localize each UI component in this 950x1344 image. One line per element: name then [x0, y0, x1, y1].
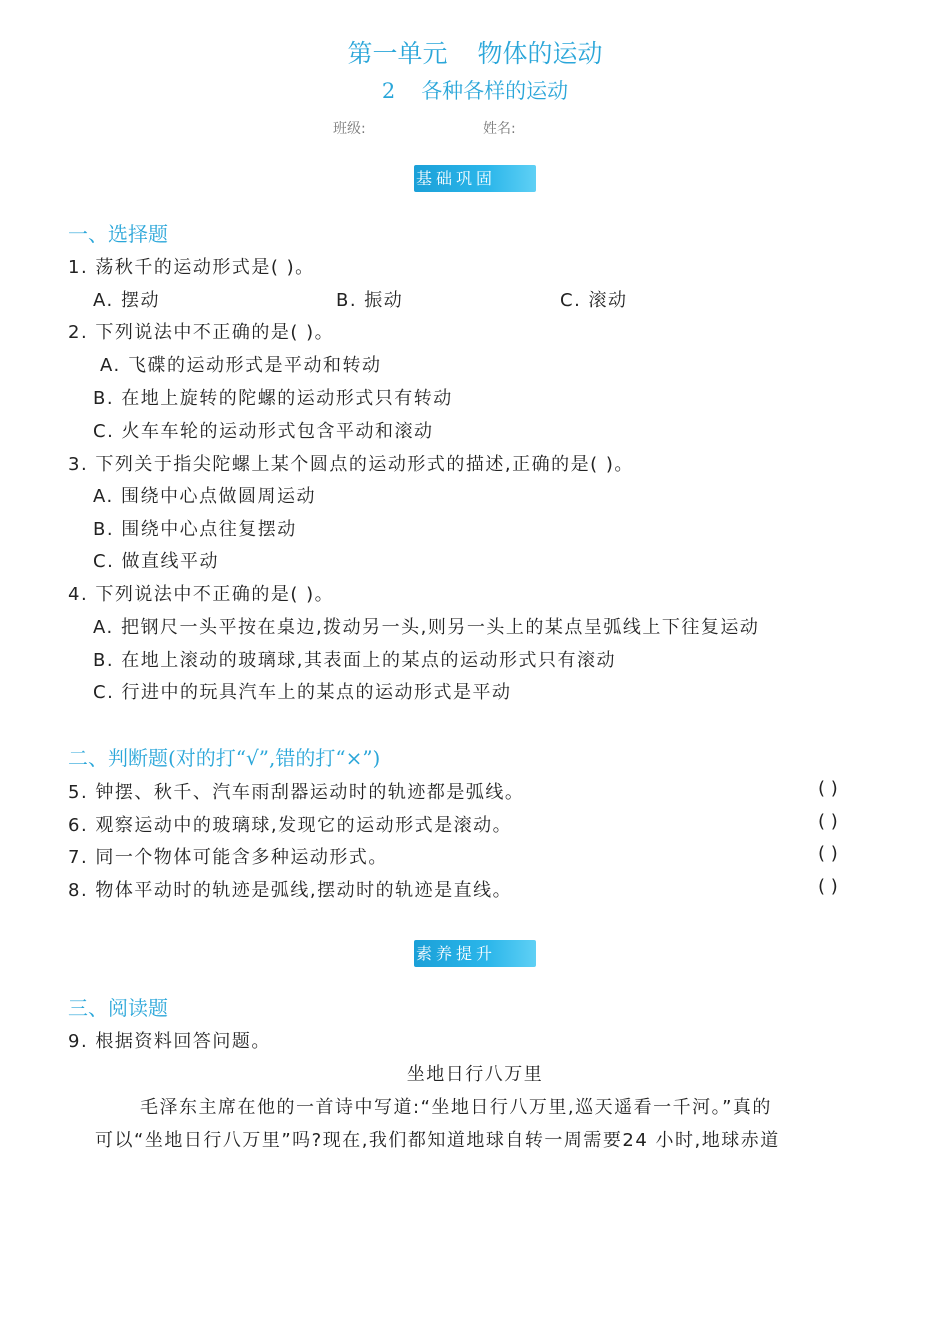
lesson-name: 各种各样的运动	[421, 79, 569, 103]
question-3: 3. 下列关于指尖陀螺上某个圆点的运动形式的描述,正确的是( )。	[68, 454, 634, 475]
answer-paren-6: ( )	[818, 811, 838, 832]
q2-option-b: B. 在地上旋转的陀螺的运动形式只有转动	[93, 388, 453, 409]
reading-paragraph-line-1: 毛泽东主席在他的一首诗中写道:“坐地日行八万里,巡天遥看一千河。”真的	[140, 1097, 772, 1118]
question-4: 4. 下列说法中不正确的是( )。	[68, 584, 335, 605]
answer-paren-8: ( )	[818, 876, 838, 897]
answer-paren-7: ( )	[818, 843, 838, 864]
q2-option-a: A. 飞碟的运动形式是平动和转动	[100, 355, 382, 376]
q1-option-c: C. 滚动	[560, 290, 628, 311]
question-2: 2. 下列说法中不正确的是( )。	[68, 322, 335, 343]
answer-paren-5: ( )	[818, 778, 838, 799]
banner-advanced: 素养提升	[414, 940, 536, 967]
lesson-title	[0, 75, 950, 105]
unit-label: 第一单元	[347, 39, 448, 68]
q1-option-b: B. 振动	[336, 290, 404, 311]
reading-paragraph-line-2: 可以“坐地日行八万里”吗?现在,我们都知道地球自转一周需要24 小时,地球赤道	[95, 1130, 780, 1151]
q4-option-a: A. 把钢尺一头平按在桌边,拨动另一头,则另一头上的某点呈弧线上下往复运动	[93, 617, 760, 638]
class-label: 班级:	[333, 121, 366, 137]
judgment-6: 6. 观察运动中的玻璃球,发现它的运动形式是滚动。	[68, 815, 513, 836]
q4-option-b: B. 在地上滚动的玻璃球,其表面上的某点的运动形式只有滚动	[93, 650, 617, 671]
unit-title	[0, 34, 950, 70]
section-judgment: 二、判断题(对的打“√”,错的打“×”)	[68, 746, 381, 770]
q4-option-c: C. 行进中的玩具汽车上的某点的运动形式是平动	[93, 682, 512, 703]
q2-option-c: C. 火车车轮的运动形式包含平动和滚动	[93, 421, 434, 442]
lesson-number: 2	[381, 79, 396, 103]
section-reading: 三、阅读题	[68, 996, 168, 1020]
q3-option-c: C. 做直线平动	[93, 551, 220, 572]
judgment-7: 7. 同一个物体可能含多种运动形式。	[68, 847, 388, 868]
question-9: 9. 根据资料回答问题。	[68, 1031, 271, 1052]
q3-option-a: A. 围绕中心点做圆周运动	[93, 486, 316, 507]
name-label: 姓名:	[483, 121, 516, 137]
q1-option-a: A. 摆动	[93, 290, 160, 311]
judgment-8: 8. 物体平动时的轨迹是弧线,摆动时的轨迹是直线。	[68, 880, 513, 901]
banner-basic: 基础巩固	[414, 165, 536, 192]
judgment-5: 5. 钟摆、秋千、汽车雨刮器运动时的轨迹都是弧线。	[68, 782, 525, 803]
question-1: 1. 荡秋千的运动形式是( )。	[68, 257, 315, 278]
q3-option-b: B. 围绕中心点往复摆动	[93, 519, 297, 540]
unit-topic: 物体的运动	[477, 39, 603, 68]
reading-title: 坐地日行八万里	[406, 1064, 544, 1085]
section-choice: 一、选择题	[68, 222, 168, 246]
